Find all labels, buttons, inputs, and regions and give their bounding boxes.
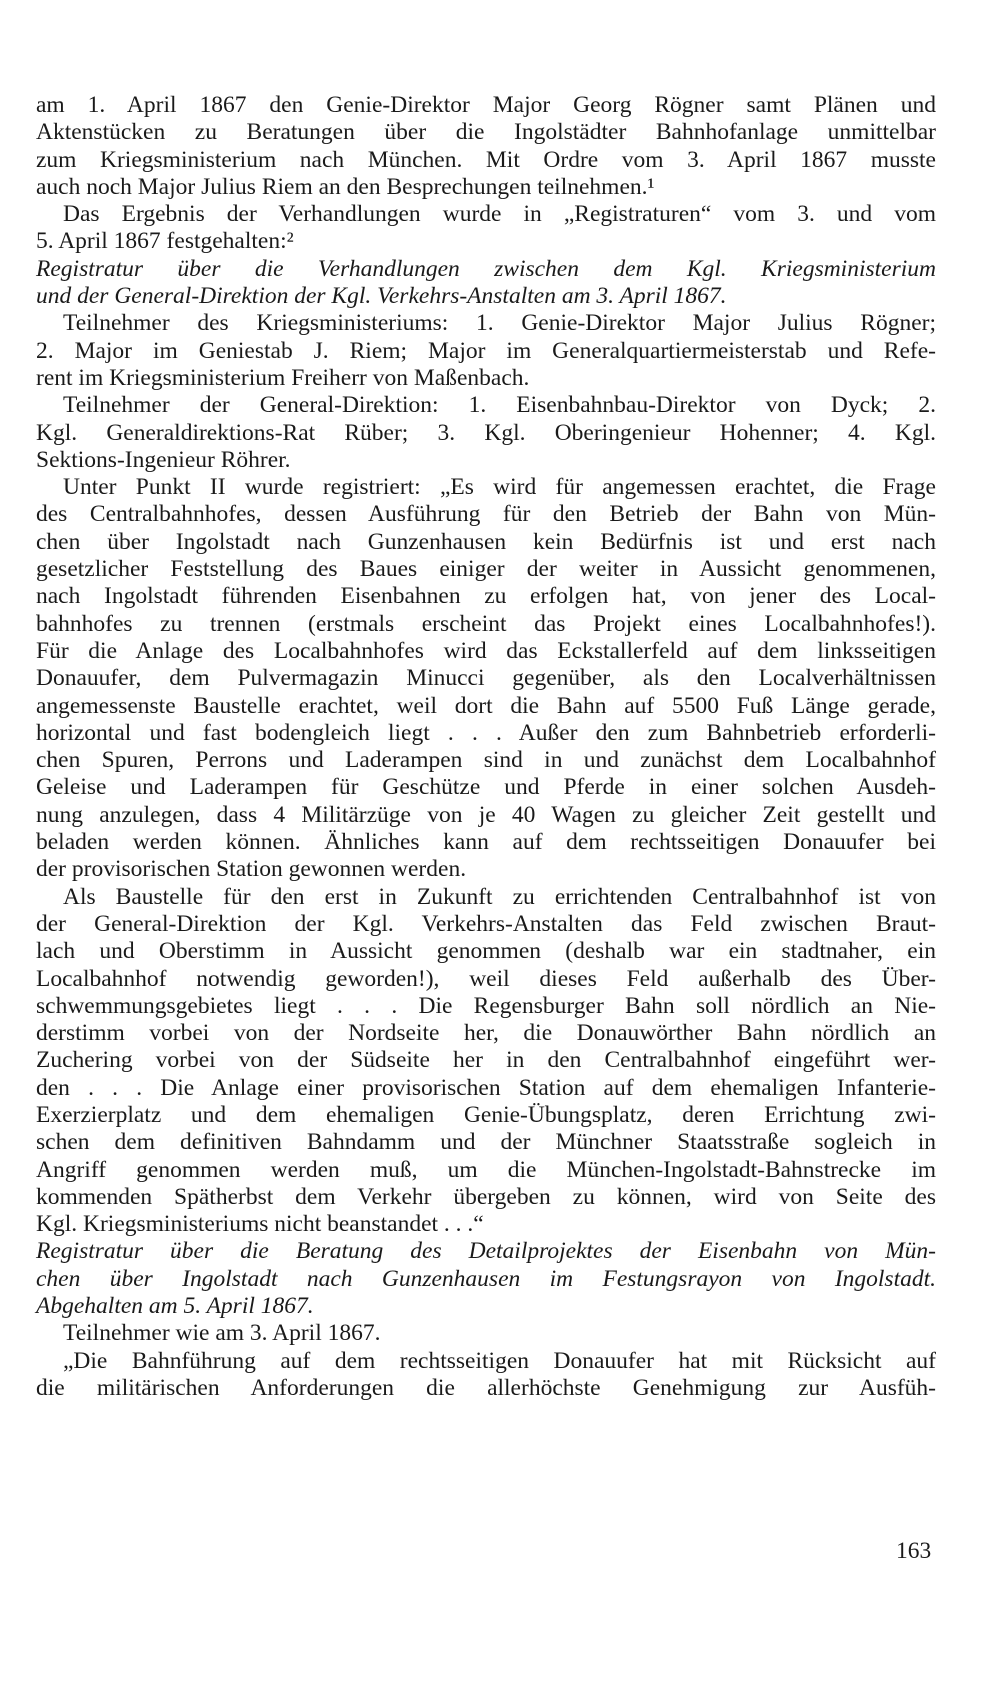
text-line: der General-Direktion der Kgl. Verkehrs-Anstalten das Feld zwischen Braut- [36,910,936,937]
text-line: Kgl. Kriegsministeriums nicht beanstandet . . .“ [36,1211,484,1238]
text-line: den . . . Die Anlage einer provisorischen Station auf dem ehemaligen Infanterie- [36,1074,936,1101]
text-line: kommenden Spätherbst dem Verkehr übergeben zu können, wird von Seite des [36,1183,936,1210]
text-line: Das Ergebnis der Verhandlungen wurde in „Registraturen“ vom 3. und vom [63,201,936,228]
text-line: horizontal und fast bodengleich liegt . . . Außer den zum Bahnbetrieb erforderli- [36,719,936,746]
text-line: 2. Major im Geniestab J. Riem; Major im Generalquartiermeisterstab und Refe- [36,337,936,364]
text-line: zum Kriegsministerium nach München. Mit Ordre vom 3. April 1867 musste [36,146,936,173]
text-line: Kgl. Generaldirektions-Rat Rüber; 3. Kgl. Oberingenieur Hohenner; 4. Kgl. [36,419,936,446]
text-line: Als Baustelle für den erst in Zukunft zu errichtenden Centralbahnhof ist von [63,883,936,910]
text-line: Aktenstücken zu Beratungen über die Ingolstädter Bahnhofanlage unmittelbar [36,119,936,146]
text-line: beladen werden können. Ähnliches kann auf dem rechtsseitigen Donauufer bei [36,829,936,856]
text-line: Zuchering vorbei von der Südseite her in den Centralbahnhof eingeführt wer- [36,1047,936,1074]
text-line: Teilnehmer des Kriegsministeriums: 1. Genie-Direktor Major Julius Rögner; [63,310,936,337]
text-line: auch noch Major Julius Riem an den Besprechungen teilnehmen.¹ [36,173,655,200]
text-line: des Centralbahnhofes, dessen Ausführung für den Betrieb der Bahn von Mün- [36,501,936,528]
text-line: „Die Bahnführung auf dem rechtsseitigen Donauufer hat mit Rücksicht auf [63,1347,936,1374]
text-line: chen über Ingolstadt nach Gunzenhausen im Festungsrayon von Ingolstadt. [36,1265,936,1292]
text-line: schwemmungsgebietes liegt . . . Die Regensburger Bahn soll nördlich an Nie- [36,992,936,1019]
text-line: schen dem definitiven Bahndamm und der Münchner Staatsstraße sogleich in [36,1129,936,1156]
text-line: und der General-Direktion der Kgl. Verkehrs-Anstalten am 3. April 1867. [36,283,727,310]
text-line: gesetzlicher Feststellung des Baues einiger der weiter in Aussicht genommenen, [36,556,936,583]
text-line: die militärischen Anforderungen die allerhöchste Genehmigung zur Ausfüh- [36,1374,936,1401]
text-line: Abgehalten am 5. April 1867. [36,1293,314,1320]
body-text [36,92,936,1402]
text-line: Localbahnhof notwendig geworden!), weil dieses Feld außerhalb des Über- [36,965,936,992]
text-line: Geleise und Laderampen für Geschütze und Pferde in einer solchen Ausdeh- [36,774,936,801]
text-line: Für die Anlage des Localbahnhofes wird das Eckstallerfeld auf dem linksseitigen [36,637,936,664]
text-line: derstimm vorbei von der Nordseite her, die Donauwörther Bahn nördlich an [36,1020,936,1047]
text-line: Registratur über die Verhandlungen zwischen dem Kgl. Kriegsministerium [36,255,936,282]
text-line: 5. April 1867 festgehalten:² [36,228,294,255]
text-line: nach Ingolstadt führenden Eisenbahnen zu erfolgen hat, von jener des Local- [36,583,936,610]
text-line: Registratur über die Beratung des Detailprojektes der Eisenbahn von Mün- [36,1238,936,1265]
text-line: Sektions-Ingenieur Röhrer. [36,446,291,473]
text-line: chen über Ingolstadt nach Gunzenhausen kein Bedürfnis ist und erst nach [36,528,936,555]
text-line: der provisorischen Station gewonnen werden. [36,856,467,883]
text-line: Teilnehmer der General-Direktion: 1. Eisenbahnbau-Direktor von Dyck; 2. [63,392,936,419]
text-line: Angriff genommen werden muß, um die München-Ingolstadt-Bahnstrecke im [36,1156,936,1183]
text-line: bahnhofes zu trennen (erstmals erscheint das Projekt eines Localbahnhofes!). [36,610,936,637]
text-line: Unter Punkt II wurde registriert: „Es wird für angemessen erachtet, die Frage [63,474,936,501]
text-line: angemessenste Baustelle erachtet, weil dort die Bahn auf 5500 Fuß Länge gerade, [36,692,936,719]
text-line: Teilnehmer wie am 3. April 1867. [63,1320,381,1347]
text-line: nung anzulegen, dass 4 Militärzüge von je 40 Wagen zu gleicher Zeit gestellt und [36,801,936,828]
text-line: Exerzierplatz und dem ehemaligen Genie-Übungsplatz, deren Errichtung zwi- [36,1101,936,1128]
text-line: lach und Oberstimm in Aussicht genommen (deshalb war ein stadtnaher, ein [36,938,936,965]
text-line: Donauufer, dem Pulvermagazin Minucci gegenüber, als den Localverhältnissen [36,665,936,692]
text-line: am 1. April 1867 den Genie-Direktor Major Georg Rögner samt Plänen und [36,92,936,118]
page-number: 163 [896,1538,932,1564]
text-line: rent im Kriegsministerium Freiherr von Maßenbach. [36,364,530,391]
text-line: chen Spuren, Perrons und Laderampen sind in und zunächst dem Localbahnhof [36,747,936,774]
